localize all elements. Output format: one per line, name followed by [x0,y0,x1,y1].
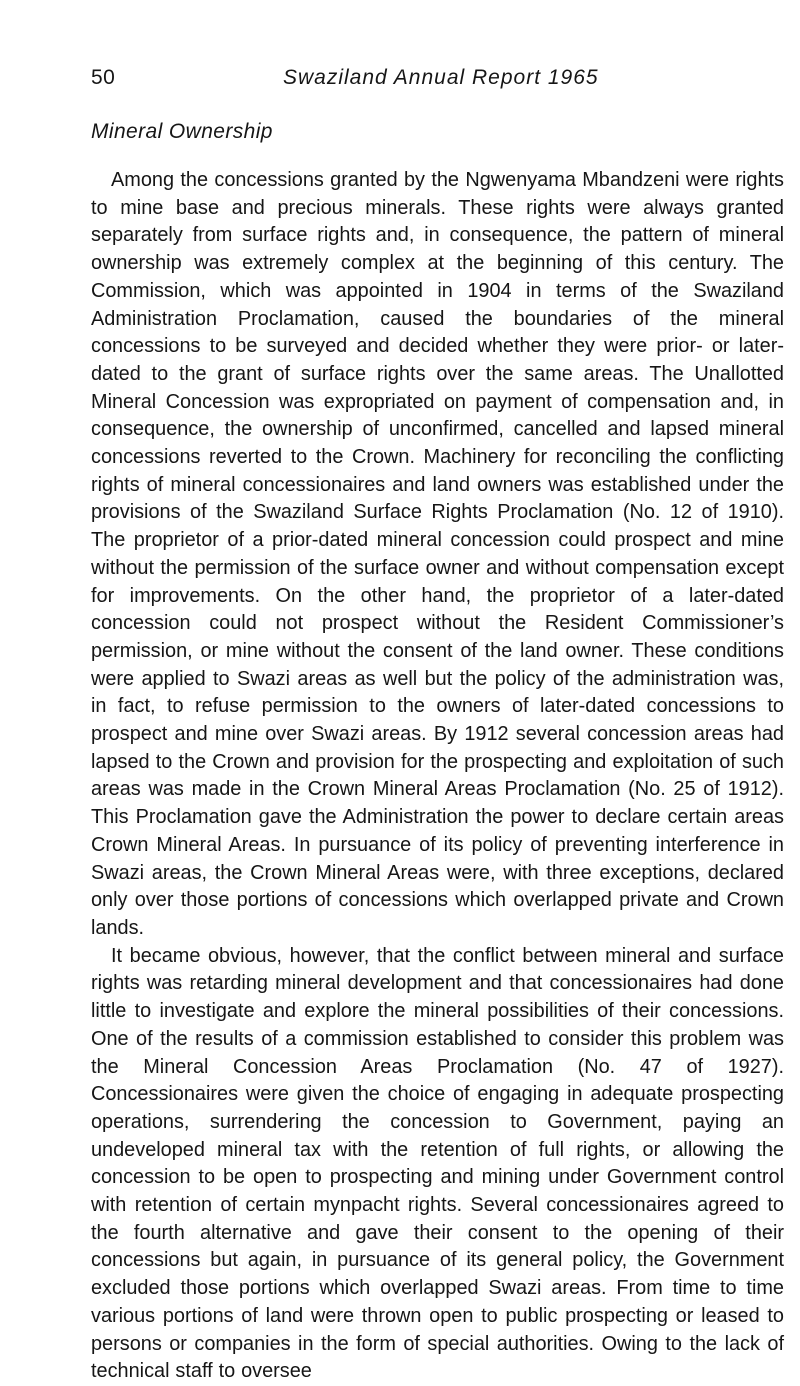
page-number: 50 [91,66,116,89]
section-heading: Mineral Ownership [91,120,273,143]
page-header [91,66,721,100]
body-text [91,167,784,1386]
running-title: Swaziland Annual Report 1965 [283,66,599,89]
paragraph-1: Among the concessions granted by the Ngwenyama Mbandzeni were rights to mine base and precious minerals. These rights were always granted separately from surface rights and, in consequence, the pattern of mineral ownership was extremely complex at the beginning of this century. The Commission, which was appointed in 1904 in terms of the Swaziland Administration Proclamation, caused the boundaries of the mineral concessions to be surveyed and decided whether they were prior- or later-dated to the grant of surface rights over the same areas. The Unallotted Mineral Concession was expropriated on payment of compensation and, in consequence, the ownership of unconfirmed, cancelled and lapsed mineral concessions reverted to the Crown. Machinery for reconciling the conflicting rights of mineral concessionaires and land owners was established under the provisions of the Swaziland Surface Rights Proclamation (No. 12 of 1910). The proprietor of a prior-dated mineral concession could prospect and mine without the permission of the surface owner and without compensation except for improvements. On the other hand, the proprietor of a later-dated concession could not prospect without the Resident Commissioner’s permission, or mine without the consent of the land owner. These conditions were applied to Swazi areas as well but the policy of the administration was, in fact, to refuse permission to the owners of later-dated concessions to prospect and mine over Swazi areas. By 1912 several concession areas had lapsed to the Crown and provision for the prospecting and exploitation of such areas was made in the Crown Mineral Areas Proclamation (No. 25 of 1912). This Proclamation gave the Administration the power to declare certain areas Crown Mineral Areas. In pursuance of its policy of preventing interference in Swazi areas, the Crown Mineral Areas were, with three exceptions, declared only over those portions of concessions which overlapped private and Crown lands. [91,169,784,939]
paragraph-2: It became obvious, however, that the conflict between mineral and surface rights was retarding mineral development and that concessionaires had done little to investigate and explore the mineral possibilities of their concessions. One of the results of a commission established to consider this problem was the Mineral Concession Areas Proclamation (No. 47 of 1927). Concessionaires were given the choice of engaging in adequate prospecting operations, surrendering the concession to Government, paying an undeveloped mineral tax with the retention of full rights, or allowing the concession to be open to prospecting and mining under Government control with retention of certain mynpacht rights. Several concessionaires agreed to the fourth alternative and gave their consent to the opening of their concessions but again, in pursuance of its general policy, the Government excluded those portions which overlapped Swazi areas. From time to time various portions of land were thrown open to public prospecting or leased to persons or companies in the form of special authorities. Owing to the lack of technical staff to oversee [91,944,784,1383]
